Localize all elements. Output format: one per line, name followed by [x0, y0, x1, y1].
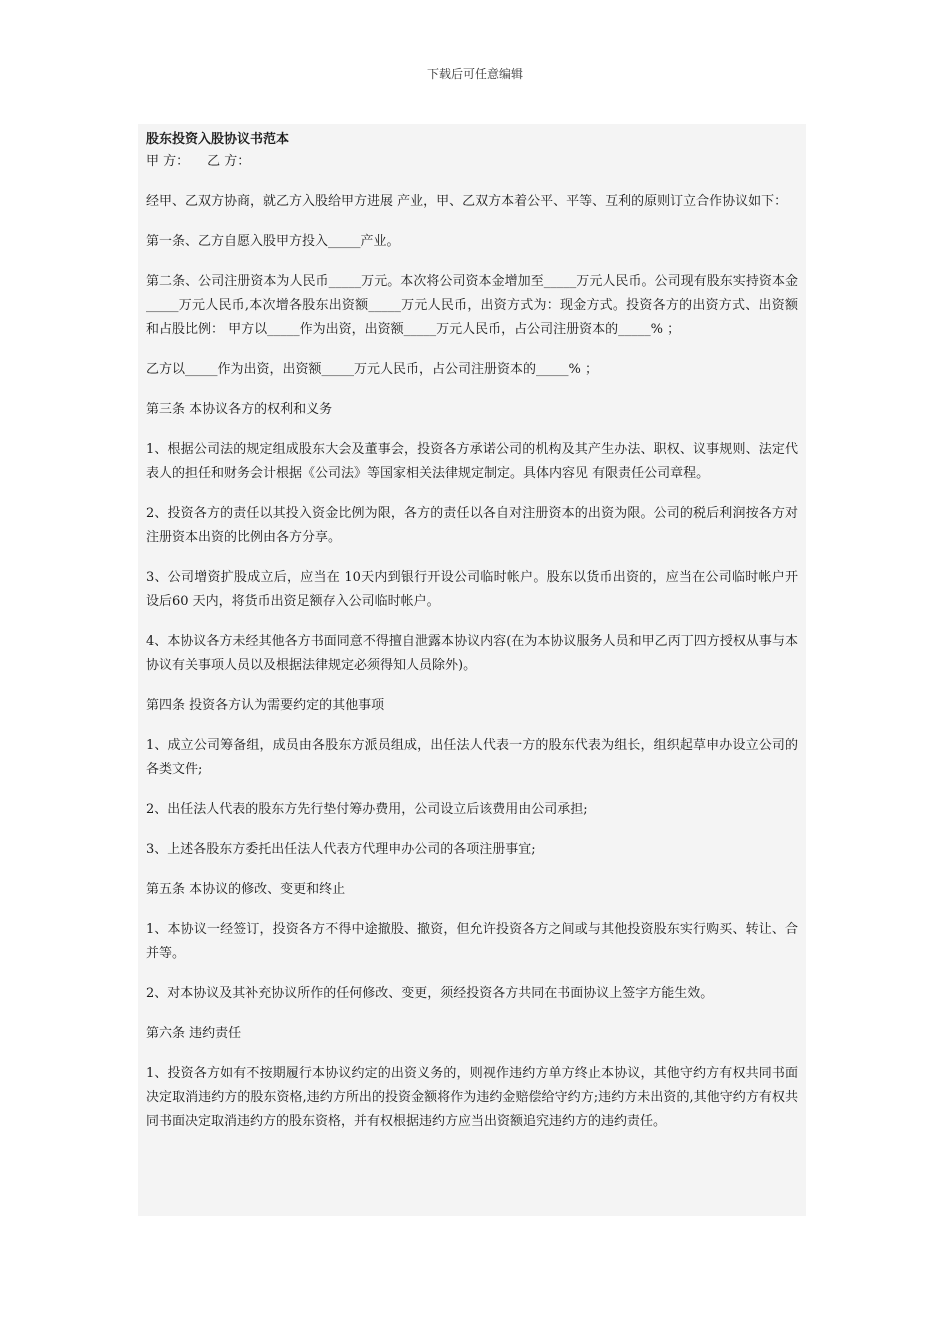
article-1: 第一条、乙方自愿入股甲方投入_____产业。	[146, 234, 400, 249]
article-3-heading: 第三条 本协议各方的权利和义务	[146, 402, 333, 417]
article-3-item: 2、投资各方的责任以其投入资金比例为限，各方的责任以各自对注册资本的出资为限。公司的税后利润按各方对注册资本出资的比例由各方分享。	[146, 506, 798, 545]
party-a-label: 甲 方：	[146, 154, 190, 169]
article-2: 第二条、公司注册资本为人民币_____万元。本次将公司资本金增加至_____万元人民币。公司现有股东实持资本金_____万元人民币,本次增各股东出资额_____万元人民币，出资方式为：现金方式。投资各方的出资方式、出资额和占股比例： 甲方以_____作为出资，出资额_____万元人民币，占公司注册资本的_____% ；	[146, 274, 798, 337]
article-4-item: 1、成立公司筹备组，成员由各股东方派员组成，出任法人代表一方的股东代表为组长，组织起草申办设立公司的各类文件;	[146, 738, 798, 777]
document-body	[138, 124, 806, 1216]
article-3-item: 4、本协议各方未经其他各方书面同意不得擅自泄露本协议内容(在为本协议服务人员和甲乙丙丁四方授权从事与本协议有关事项人员以及根据法律规定必须得知人员除外)。	[146, 634, 798, 673]
article-5-item: 1、本协议一经签订，投资各方不得中途撤股、撤资，但允许投资各方之间或与其他投资股东实行购买、转让、合并等。	[146, 922, 798, 961]
document-title: 股东投资入股协议书范本	[146, 132, 290, 147]
party-b-label: 乙 方：	[207, 154, 251, 169]
article-3-item: 1、根据公司法的规定组成股东大会及董事会，投资各方承诺公司的机构及其产生办法、职权、议事规则、法定代表人的担任和财务会计根据《公司法》等国家相关法律规定制定。具体内容见 有限责任公司章程。	[146, 442, 798, 481]
article-4-heading: 第四条 投资各方认为需要约定的其他事项	[146, 698, 385, 713]
intro-paragraph: 经甲、乙双方协商，就乙方入股给甲方进展 产业，甲、乙双方本着公平、平等、互利的原则订立合作协议如下：	[146, 194, 788, 209]
article-3-item: 3、公司增资扩股成立后，应当在 10天内到银行开设公司临时帐户。股东以货币出资的，应当在公司临时帐户开设后60 天内，将货币出资足额存入公司临时帐户。	[146, 570, 798, 609]
article-6-heading: 第六条 违约责任	[146, 1026, 242, 1041]
article-6-item: 1、投资各方如有不按期履行本协议约定的出资义务的，则视作违约方单方终止本协议，其他守约方有权共同书面决定取消违约方的股东资格,违约方所出的投资金额将作为违约金赔偿给守约方;违约方未出资的,其他守约方有权共同书面决定取消违约方的股东资格，并有权根据违约方应当出资额追究违约方的违约责任。	[146, 1066, 798, 1129]
article-2-party-b: 乙方以_____作为出资，出资额_____万元人民币，占公司注册资本的_____% ；	[146, 362, 598, 377]
parties-line	[146, 150, 798, 174]
article-4-item: 2、出任法人代表的股东方先行垫付筹办费用，公司设立后该费用由公司承担;	[146, 802, 588, 817]
article-5-item: 2、对本协议及其补充协议所作的任何修改、变更，须经投资各方共同在书面协议上签字方能生效。	[146, 986, 714, 1001]
article-4-item: 3、上述各股东方委托出任法人代表方代理申办公司的各项注册事宜;	[146, 842, 536, 857]
article-5-heading: 第五条 本协议的修改、变更和终止	[146, 882, 346, 897]
header-note: 下载后可任意编辑	[426, 67, 523, 81]
